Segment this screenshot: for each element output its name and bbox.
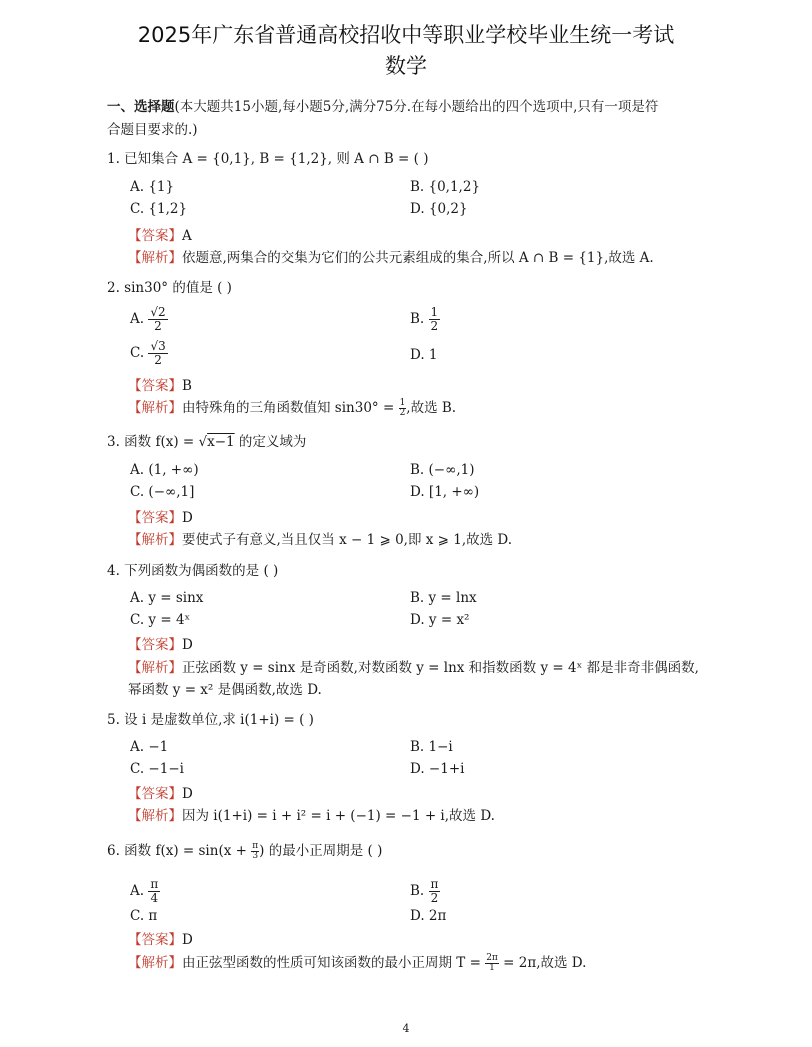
q6-option-a-fraction	[148, 878, 160, 905]
analysis-tag: 【解析】	[128, 400, 182, 416]
q2-option-b	[410, 306, 440, 333]
q1-option-c: C. {1,2}	[130, 201, 188, 217]
q6-stem-pre: 6. 函数 f(x) = sin(x +	[107, 843, 247, 859]
q1-option-a: A. {1}	[130, 179, 175, 195]
section-desc: (本大题共15小题,每小题5分,满分75分.在每小题给出的四个选项中,只有一项是符	[174, 99, 659, 115]
analysis-tag: 【解析】	[128, 660, 182, 676]
q1-answer-value: A	[182, 228, 192, 244]
q3-option-b: B. (−∞,1)	[410, 462, 475, 478]
answer-tag: 【答案】	[128, 378, 182, 394]
analysis-tag: 【解析】	[128, 532, 182, 548]
q6-analysis	[128, 954, 586, 973]
q3-option-d: D. [1, +∞)	[410, 484, 480, 500]
analysis-tag: 【解析】	[128, 250, 182, 266]
q5-analysis	[128, 807, 495, 825]
page-number: 4	[402, 1022, 410, 1035]
q2-c-denominator: 2	[154, 353, 162, 367]
q2-answer-value: B	[182, 378, 192, 394]
q1-analysis	[128, 249, 654, 267]
q5-option-b: B. 1−i	[410, 739, 453, 755]
q1-option-d: D. {0,2}	[410, 201, 468, 217]
answer-tag: 【答案】	[128, 932, 182, 948]
q2-option-c	[130, 340, 168, 367]
q6-stem-post: ) 的最小正周期是 ( )	[259, 843, 383, 859]
q2-b-numerator: 1	[430, 305, 439, 319]
q2-option-c-label: C.	[130, 345, 145, 361]
q6-analysis-post: = 2π,故选 D.	[503, 955, 587, 971]
q6-answer-value: D	[182, 932, 193, 948]
q5-option-c: C. −1−i	[130, 761, 184, 777]
q2-option-c-fraction	[148, 340, 167, 367]
q2-analysis	[128, 399, 456, 418]
q2-a-denominator: 2	[154, 319, 162, 333]
q4-option-c: C. y = 4ˣ	[130, 612, 191, 628]
q6-stem-fraction	[251, 842, 259, 861]
q3-option-c: C. (−∞,1]	[130, 484, 195, 500]
q1-analysis-text: 依题意,两集合的交集为它们的公共元素组成的集合,所以 A ∩ B = {1},故选 A.	[182, 250, 654, 266]
analysis-tag: 【解析】	[128, 808, 182, 824]
q6-a-numerator: π	[150, 877, 159, 891]
q6-analysis-numerator: 2π	[486, 953, 498, 963]
section-desc-cont: 合题目要求的.)	[107, 122, 198, 138]
q6-option-d: D. 2π	[410, 908, 447, 924]
q1-stem: 1. 已知集合 A = {0,1}, B = {1,2}, 则 A ∩ B = ( )	[107, 151, 429, 167]
q3-analysis-text: 要使式子有意义,当且仅当 x − 1 ⩾ 0,即 x ⩾ 1,故选 D.	[182, 532, 513, 548]
q3-stem-radicand: x−1	[207, 434, 235, 450]
q5-analysis-text: 因为 i(1+i) = i + i² = i + (−1) = −1 + i,故选 D.	[182, 808, 495, 824]
q4-option-a: A. y = sinx	[130, 590, 204, 606]
answer-tag: 【答案】	[128, 228, 182, 244]
q5-answer-value: D	[182, 786, 193, 802]
answer-tag: 【答案】	[128, 786, 182, 802]
q2-analysis-pre: 由特殊角的三角函数值知 sin30° =	[182, 400, 395, 416]
q6-analysis-pre: 由正弦型函数的性质可知该函数的最小正周期 T =	[182, 955, 481, 971]
q3-answer-value: D	[182, 510, 193, 526]
q3-stem	[107, 433, 306, 451]
q6-option-b	[410, 878, 440, 905]
q4-answer-value: D	[182, 637, 193, 653]
q4-stem: 4. 下列函数为偶函数的是 ( )	[107, 563, 279, 579]
q3-option-a: A. (1, +∞)	[130, 462, 199, 478]
q2-a-numerator: √2	[150, 305, 166, 319]
q5-option-d: D. −1+i	[410, 761, 465, 777]
q5-stem: 5. 设 i 是虚数单位,求 i(1+i) = ( )	[107, 712, 314, 728]
q3-stem-pre: 3. 函数 f(x) = √	[107, 434, 208, 450]
q6-option-c: C. π	[130, 908, 158, 924]
q6-option-b-fraction	[429, 878, 441, 905]
q2-option-b-label: B.	[410, 311, 425, 327]
q6-option-b-label: B.	[410, 883, 425, 899]
q4-option-d: D. y = x²	[410, 612, 470, 628]
q6-stem-numerator: π	[252, 841, 259, 851]
q6-option-a	[130, 878, 160, 905]
q5-option-a: A. −1	[130, 739, 169, 755]
q4-analysis-line1	[128, 659, 699, 677]
q2-option-a-fraction	[148, 306, 167, 333]
q5-answer	[128, 785, 193, 803]
answer-tag: 【答案】	[128, 637, 182, 653]
q6-stem-denominator: 3	[252, 851, 259, 861]
q2-option-b-fraction	[429, 306, 441, 333]
q2-option-a	[130, 306, 168, 333]
q2-analysis-numerator: 1	[399, 398, 406, 408]
q3-answer	[128, 509, 193, 527]
q2-answer	[128, 377, 192, 395]
q1-answer	[128, 227, 192, 245]
q3-analysis	[128, 531, 512, 549]
q6-option-a-label: A.	[130, 883, 145, 899]
q3-stem-post: 的定义域为	[234, 434, 307, 450]
q1-option-b: B. {0,1,2}	[410, 179, 481, 195]
q6-answer	[128, 931, 193, 949]
exam-title: 2025年广东省普通高校招收中等职业学校毕业生统一考试	[137, 23, 675, 47]
q2-analysis-denominator: 2	[399, 408, 406, 418]
q2-stem: 2. sin30° 的值是 ( )	[107, 280, 232, 296]
q4-analysis-line2: 幂函数 y = x² 是偶函数,故选 D.	[128, 682, 322, 698]
q2-option-d: D. 1	[410, 347, 438, 363]
subject-title: 数学	[385, 54, 427, 78]
q2-option-a-label: A.	[130, 311, 145, 327]
q6-b-denominator: 2	[430, 891, 439, 905]
q6-analysis-denominator: 1	[489, 963, 495, 973]
answer-tag: 【答案】	[128, 510, 182, 526]
q6-stem	[107, 842, 382, 861]
q4-answer	[128, 636, 193, 654]
section-heading: 一、选择题	[107, 99, 175, 115]
q6-b-numerator: π	[430, 877, 439, 891]
analysis-tag: 【解析】	[128, 955, 182, 971]
q2-c-numerator: √3	[150, 339, 166, 353]
q6-analysis-fraction	[485, 954, 499, 973]
q2-b-denominator: 2	[430, 319, 439, 333]
q4-analysis-text1: 正弦函数 y = sinx 是奇函数,对数函数 y = lnx 和指数函数 y = 4ˣ 都是非奇非偶函数,	[182, 660, 699, 676]
section-heading-line	[107, 98, 658, 116]
q4-option-b: B. y = lnx	[410, 590, 477, 606]
q6-a-denominator: 4	[150, 891, 159, 905]
q2-analysis-post: ,故选 B.	[406, 400, 457, 416]
